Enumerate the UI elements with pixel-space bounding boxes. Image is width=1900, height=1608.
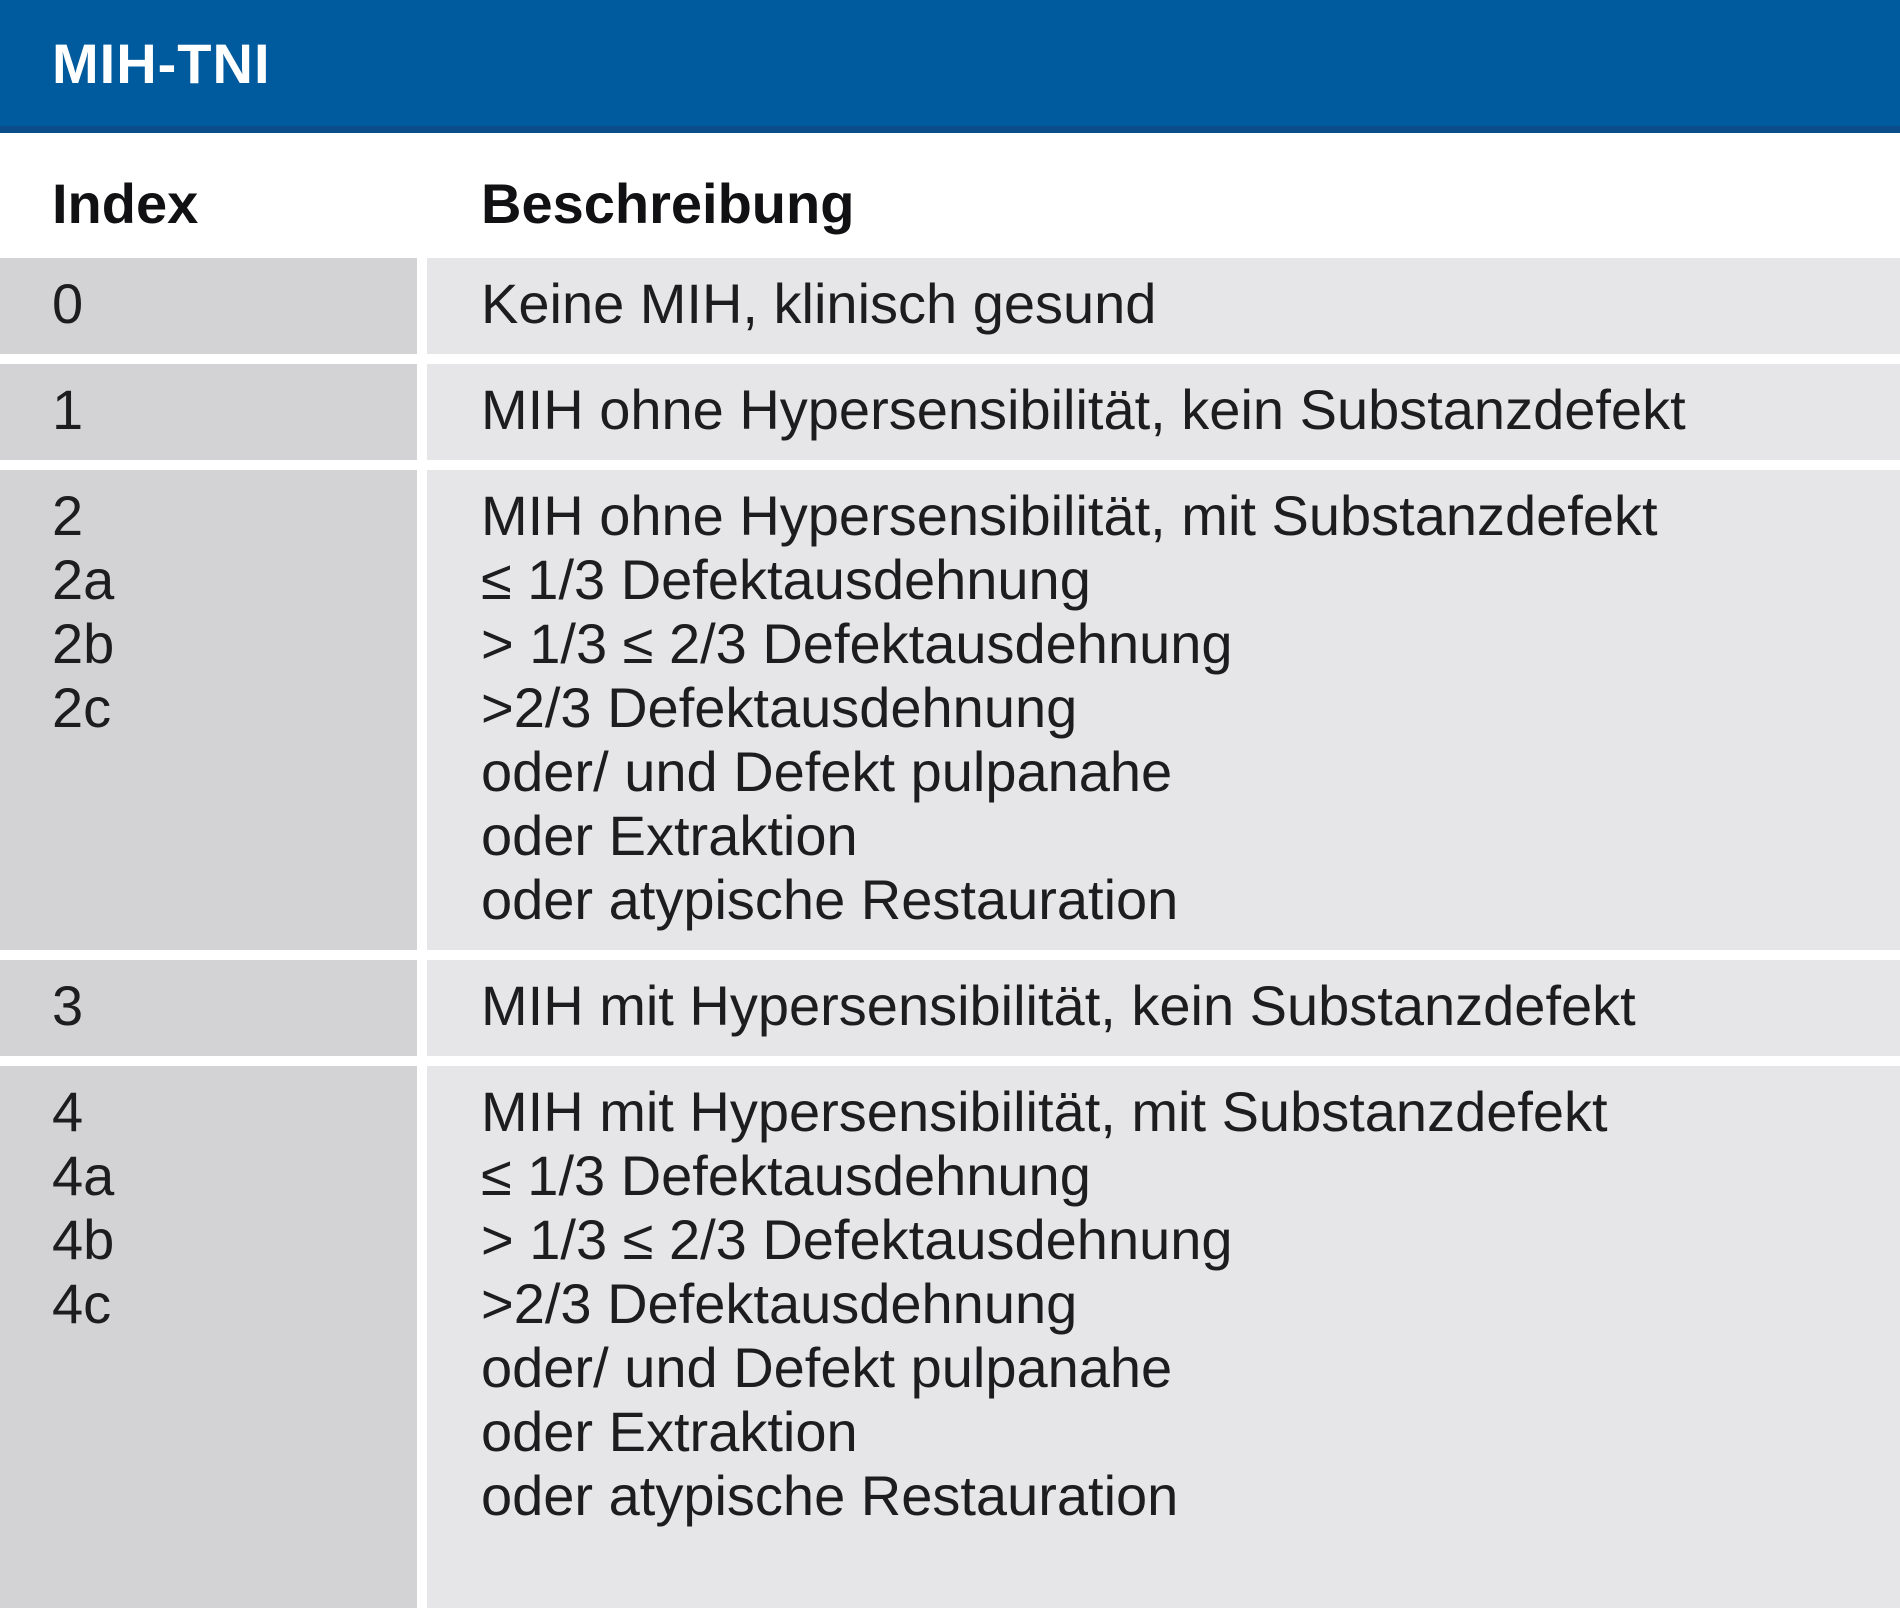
description-line: ≤ 1/3 Defektausdehnung: [481, 548, 1091, 611]
table-row: [0, 470, 1900, 950]
title-bar: [0, 0, 1900, 133]
index-value: 0: [52, 272, 84, 335]
description-line: >2/3 Defektausdehnung: [481, 1272, 1078, 1335]
description-line: MIH ohne Hypersensibilität, mit Substanzdefekt: [481, 484, 1658, 547]
description-line: > 1/3 ≤ 2/3 Defektausdehnung: [481, 612, 1233, 675]
description-cell: [427, 1066, 1900, 1608]
index-cell: [0, 364, 417, 460]
column-gap: [417, 364, 427, 460]
table-row: [0, 258, 1900, 354]
index-cell: [0, 258, 417, 354]
column-gap: [417, 1066, 427, 1608]
index-value: 1: [52, 378, 84, 441]
column-gap: [417, 960, 427, 1056]
index-cell: [0, 1066, 417, 1608]
index-value: 2b: [52, 612, 115, 675]
description-line: MIH mit Hypersensibilität, mit Substanzdefekt: [481, 1080, 1608, 1143]
description-line: oder/ und Defekt pulpanahe: [481, 740, 1173, 803]
index-cell: [0, 470, 417, 950]
index-value: 4b: [52, 1208, 115, 1271]
description-line: oder Extraktion: [481, 804, 858, 867]
column-header-description: Beschreibung: [481, 172, 855, 235]
column-gap: [417, 470, 427, 950]
description-cell: [427, 470, 1900, 950]
column-gap: [417, 258, 427, 354]
description-line: Keine MIH, klinisch gesund: [481, 272, 1157, 335]
table-row: [0, 960, 1900, 1056]
description-line: oder/ und Defekt pulpanahe: [481, 1336, 1173, 1399]
description-cell: [427, 364, 1900, 460]
description-line: oder atypische Restauration: [481, 868, 1179, 931]
description-line: MIH mit Hypersensibilität, kein Substanzdefekt: [481, 974, 1636, 1037]
index-value: 4c: [52, 1272, 112, 1335]
index-value: 4a: [52, 1144, 115, 1207]
index-value: 3: [52, 974, 84, 1037]
column-header-index: Index: [52, 172, 199, 235]
description-line: oder atypische Restauration: [481, 1464, 1179, 1527]
description-line: >2/3 Defektausdehnung: [481, 676, 1078, 739]
index-cell: [0, 960, 417, 1056]
description-line: ≤ 1/3 Defektausdehnung: [481, 1144, 1091, 1207]
table-row: [0, 1066, 1900, 1608]
description-line: > 1/3 ≤ 2/3 Defektausdehnung: [481, 1208, 1233, 1271]
description-line: oder Extraktion: [481, 1400, 858, 1463]
description-cell: [427, 960, 1900, 1056]
table-title: MIH-TNI: [52, 31, 271, 95]
index-value: 2a: [52, 548, 115, 611]
table-row: [0, 364, 1900, 460]
description-cell: [427, 258, 1900, 354]
description-line: MIH ohne Hypersensibilität, kein Substanzdefekt: [481, 378, 1686, 441]
index-value: 4: [52, 1080, 84, 1143]
index-value: 2c: [52, 676, 112, 739]
column-header-row: [0, 133, 1900, 258]
index-value: 2: [52, 484, 84, 547]
